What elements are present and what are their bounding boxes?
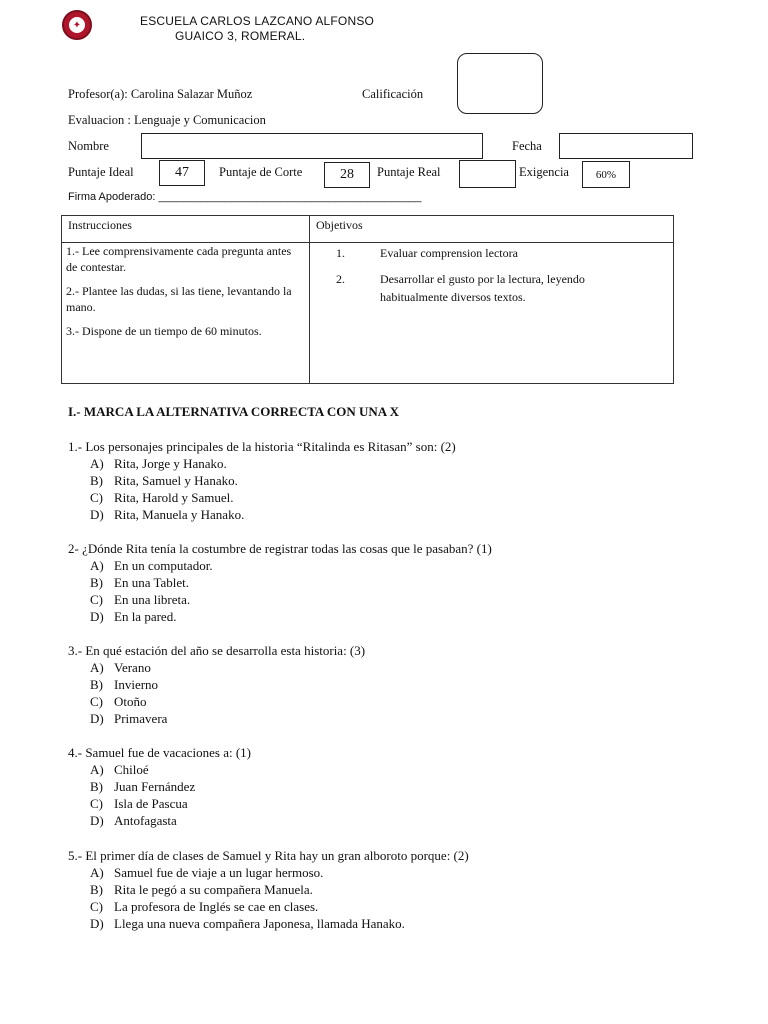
real-score-field[interactable] xyxy=(459,160,516,188)
objectives-cell xyxy=(310,243,674,384)
instruction-item: 2.- Plantee las dudas, si las tiene, levantando la mano. xyxy=(66,284,292,314)
answer-option[interactable]: D) Llega una nueva compañera Japonesa, llamada Hanako. xyxy=(90,916,405,931)
objective-item xyxy=(314,244,669,262)
question xyxy=(68,438,708,523)
answer-option[interactable]: C) La profesora de Inglés se cae en clases. xyxy=(90,899,319,914)
cut-score-box xyxy=(324,162,370,188)
answer-option[interactable]: D) En la pared. xyxy=(90,609,177,624)
signature-line: Firma Apoderado: ___________________________________________ xyxy=(68,191,422,203)
section-title: I.- MARCA LA ALTERNATIVA CORRECTA CON UNA X xyxy=(68,404,400,419)
answer-option[interactable]: A) Samuel fue de viaje a un lugar hermoso. xyxy=(90,865,324,880)
instructions-table xyxy=(61,215,674,384)
objective-number: 1. xyxy=(336,246,345,260)
cut-score-label: Puntaje de Corte xyxy=(219,165,303,179)
objective-number: 2. xyxy=(336,272,345,286)
answer-option[interactable]: A) En un computador. xyxy=(90,558,213,573)
answer-option[interactable]: C) Isla de Pascua xyxy=(90,796,188,811)
question-text: 5.- El primer día de clases de Samuel y Rita hay un gran alboroto porque: (2) xyxy=(68,848,469,863)
date-label: Fecha xyxy=(512,139,542,153)
answer-option[interactable]: D) Antofagasta xyxy=(90,813,177,828)
school-name: ESCUELA CARLOS LAZCANO ALFONSO xyxy=(140,14,375,28)
school-address: GUAICO 3, ROMERAL. xyxy=(175,29,306,43)
answer-option[interactable]: B) Rita, Samuel y Hanako. xyxy=(90,473,238,488)
answer-option[interactable]: C) En una libreta. xyxy=(90,592,191,607)
question xyxy=(68,744,708,829)
question-text: 1.- Los personajes principales de la historia “Ritalinda es Ritasan” son: (2) xyxy=(68,439,456,454)
instructions-header: Instrucciones xyxy=(62,216,310,243)
answer-option[interactable]: B) Invierno xyxy=(90,677,159,692)
ideal-score-label: Puntaje Ideal xyxy=(68,165,134,179)
exigency-value: 60% xyxy=(595,168,617,181)
answer-option[interactable]: A) Rita, Jorge y Hanako. xyxy=(90,456,227,471)
name-field[interactable] xyxy=(141,133,483,159)
answer-option[interactable]: B) Juan Fernández xyxy=(90,779,196,794)
answer-option[interactable]: A) Chiloé xyxy=(90,762,149,777)
real-score-label: Puntaje Real xyxy=(377,165,441,179)
exigency-label: Exigencia xyxy=(519,165,569,179)
answer-option[interactable]: C) Otoño xyxy=(90,694,147,709)
answer-option[interactable]: B) En una Tablet. xyxy=(90,575,190,590)
school-crest-icon: ✦ xyxy=(62,10,92,40)
name-label: Nombre xyxy=(68,139,109,153)
objective-text: Evaluar comprension lectora xyxy=(380,246,518,260)
objectives-header: Objetivos xyxy=(310,216,674,243)
question-text: 4.- Samuel fue de vacaciones a: (1) xyxy=(68,745,252,760)
question xyxy=(68,540,708,625)
instruction-item: 3.- Dispone de un tiempo de 60 minutos. xyxy=(66,324,262,338)
instructions-cell xyxy=(62,243,310,384)
answer-option[interactable]: C) Rita, Harold y Samuel. xyxy=(90,490,234,505)
teacher-label: Profesor(a): Carolina Salazar Muñoz xyxy=(68,87,253,101)
evaluation-label: Evaluacion : Lenguaje y Comunicacion xyxy=(68,113,266,127)
question xyxy=(68,847,708,932)
question-text: 3.- En qué estación del año se desarrolla esta historia: (3) xyxy=(68,643,366,658)
answer-option[interactable]: D) Primavera xyxy=(90,711,168,726)
exigency-box xyxy=(582,161,630,188)
cut-score-value: 28 xyxy=(340,167,354,182)
answer-option[interactable]: A) Verano xyxy=(90,660,151,675)
grade-box[interactable] xyxy=(457,53,543,114)
objective-item xyxy=(314,270,669,306)
answer-option[interactable]: D) Rita, Manuela y Hanako. xyxy=(90,507,245,522)
date-field[interactable] xyxy=(559,133,693,159)
ideal-score-value: 47 xyxy=(175,165,189,180)
instruction-item: 1.- Lee comprensivamente cada pregunta antes de contestar. xyxy=(66,244,292,274)
answer-option[interactable]: B) Rita le pegó a su compañera Manuela. xyxy=(90,882,313,897)
ideal-score-box xyxy=(159,160,205,186)
question xyxy=(68,642,708,727)
question-text: 2- ¿Dónde Rita tenía la costumbre de registrar todas las cosas que le pasaban? (1) xyxy=(68,541,492,556)
objective-text: Desarrollar el gusto por la lectura, leyendo habitualmente diversos textos. xyxy=(380,272,585,304)
grade-label: Calificación xyxy=(362,87,424,101)
